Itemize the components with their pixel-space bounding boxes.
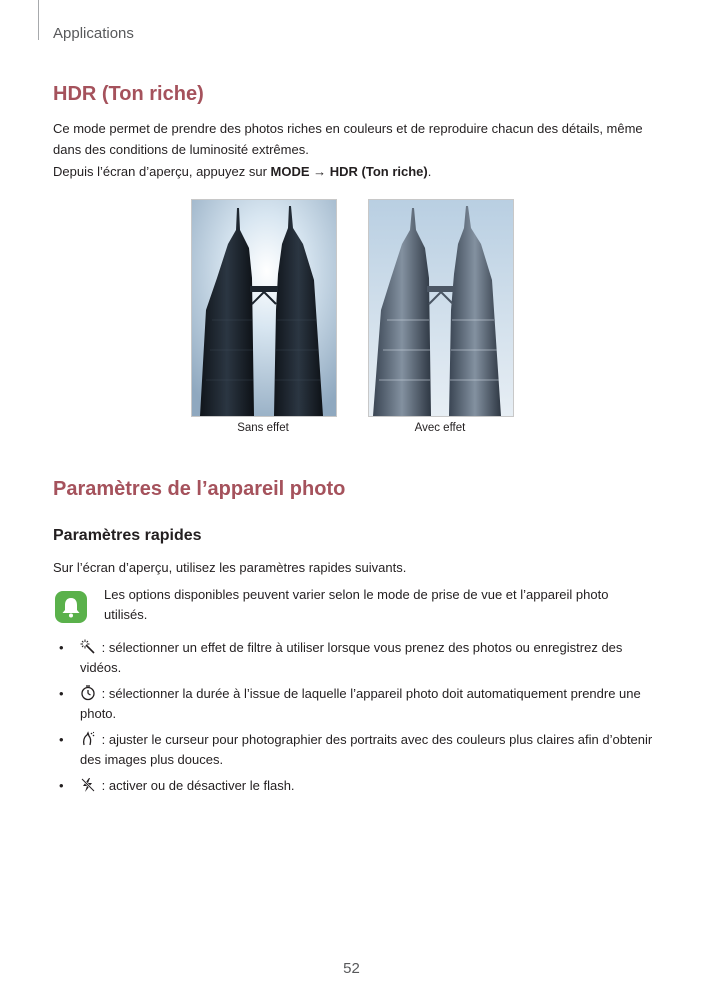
running-header: Applications: [53, 25, 134, 42]
photo-with-effect: [368, 199, 514, 417]
quick-settings-title: Paramètres rapides: [53, 527, 202, 544]
bullet-dot: •: [59, 732, 64, 747]
instruction-suffix: .: [427, 164, 432, 179]
flash-icon: [80, 777, 96, 793]
list-item: [53, 776, 653, 796]
list-item: [53, 730, 653, 770]
beauty-face-icon: [80, 731, 96, 747]
timer-icon: [80, 685, 96, 701]
bullet-text: : sélectionner la durée à l’issue de laquelle l’appareil photo doit automatiquement prendre une photo.: [80, 686, 641, 721]
magic-wand-icon: [80, 639, 96, 655]
instruction-option: HDR (Ton riche): [329, 164, 428, 179]
caption-with-effect: Avec effet: [414, 422, 466, 434]
towers-illustration-hdr: [369, 200, 513, 416]
list-item: [53, 638, 653, 678]
bullet-dot: •: [59, 640, 64, 655]
note-text: Les options disponibles peuvent varier selon le mode de prise de vue et l’appareil photo utilisés.: [104, 587, 609, 622]
quick-settings-intro: Sur l’écran d’aperçu, utilisez les paramètres rapides suivants.: [53, 560, 407, 575]
instruction-arrow: →: [309, 164, 330, 179]
bullet-text: : activer ou de désactiver le flash.: [98, 778, 295, 793]
page-number: 52: [343, 960, 360, 977]
bullet-text: : ajuster le curseur pour photographier des portraits avec des couleurs plus claires afin d’obtenir des images plus douces.: [80, 732, 653, 767]
hdr-description: Ce mode permet de prendre des photos riches en couleurs et de reproduire chacun des détails, même dans des conditions de luminosité extrêmes.: [53, 121, 643, 157]
caption-without-effect: Sans effet: [237, 422, 289, 434]
quick-settings-list: [53, 638, 653, 802]
hdr-title: HDR (Ton riche): [53, 83, 204, 105]
hdr-instruction: [53, 161, 653, 182]
bullet-text: : sélectionner un effet de filtre à utiliser lorsque vous prenez des photos ou enregistrez des vidéos.: [80, 640, 623, 675]
bullet-dot: •: [59, 778, 64, 793]
camera-settings-title: Paramètres de l’appareil photo: [53, 478, 346, 500]
header-rule: [38, 0, 39, 40]
towers-illustration-plain: [192, 200, 336, 416]
note-bell-icon: [55, 591, 87, 623]
photo-without-effect: [191, 199, 337, 417]
instruction-prefix: Depuis l’écran d’aperçu, appuyez sur: [53, 164, 271, 179]
bullet-dot: •: [59, 686, 64, 701]
instruction-mode: MODE: [270, 164, 310, 179]
list-item: [53, 684, 653, 724]
